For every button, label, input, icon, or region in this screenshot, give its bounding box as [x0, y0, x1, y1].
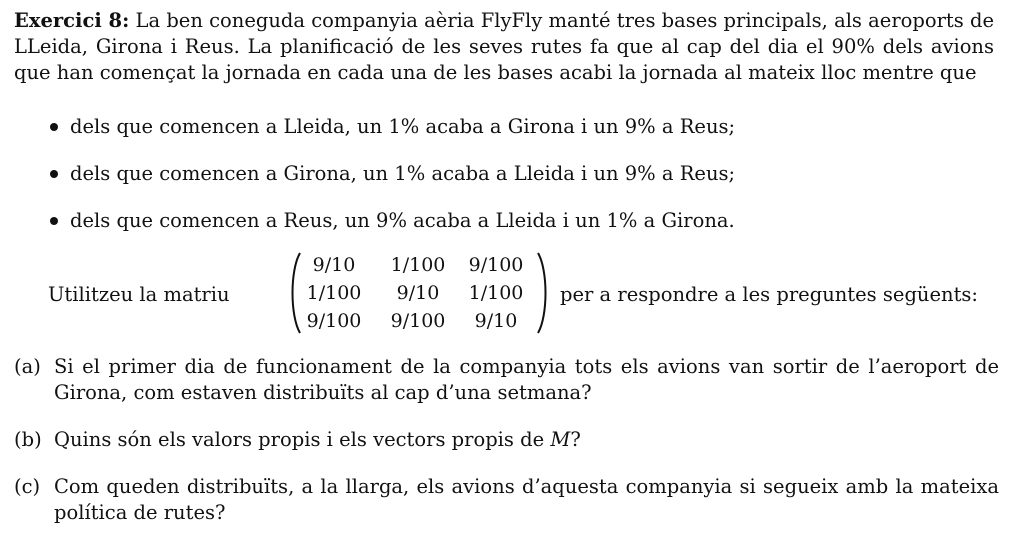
- matrix-lead-text: Utilitzeu la matriu: [48, 283, 230, 306]
- exercise-heading: Exercici 8:: [14, 9, 130, 32]
- matrix-cell-2-1: 1/100: [306, 282, 362, 304]
- question-a: [14, 354, 999, 406]
- bullet-text: dels que comencen a Lleida, un 1% acaba a Girona i un 9% a Reus;: [70, 115, 736, 138]
- question-text: Com queden distribuïts, a la llarga, els avions d’aquesta companyia si segueix amb la mateixa política de rutes?: [54, 475, 999, 524]
- question-text: Quins són els valors propis i els vectors propis de: [54, 428, 551, 451]
- matrix-sentence: [48, 252, 1008, 334]
- question-text: Si el primer dia de funcionament de la companyia tots els avions van sortir de l’aeroport de Girona, com estaven distribuïts al cap d’una setmana?: [54, 355, 999, 404]
- matrix-cell-2-2: 9/10: [396, 282, 440, 304]
- bullet-dot: [50, 217, 58, 225]
- bullet-text: dels que comencen a Reus, un 9% acaba a Lleida i un 1% a Girona.: [70, 209, 735, 232]
- transition-matrix: [288, 252, 550, 334]
- question-text-end: ?: [570, 428, 581, 451]
- exercise-intro-text: La ben coneguda companyia aèria FlyFly manté tres bases principals, als aeroports de LLeida, Girona i Reus. La planificació de les seves rutes fa que al cap del dia el 90% dels avions que han començat la jornada en cada una de les bases acabi la jornada al mateix lloc mentre que: [14, 9, 995, 84]
- exercise-intro: [14, 8, 994, 86]
- matrix-cell-1-3: 9/100: [468, 254, 524, 276]
- question-c: [14, 474, 999, 526]
- question-list: [14, 354, 999, 526]
- question-b: [14, 427, 999, 453]
- bullet-item-lleida: [50, 114, 990, 140]
- bullet-text: dels que comencen a Girona, un 1% acaba a Lleida i un 9% a Reus;: [70, 162, 736, 185]
- bullet-dot: [50, 170, 58, 178]
- bullet-item-girona: [50, 161, 990, 187]
- matrix-cell-3-3: 9/10: [474, 310, 518, 332]
- matrix-cell-3-2: 9/100: [390, 310, 446, 332]
- matrix-cell-3-1: 9/100: [306, 310, 362, 332]
- matrix-cell-2-3: 1/100: [468, 282, 524, 304]
- bullet-dot: [50, 123, 58, 131]
- matrix-symbol: M: [550, 428, 571, 451]
- matrix-cell-1-2: 1/100: [390, 254, 446, 276]
- matrix-cell-1-1: 9/10: [312, 254, 356, 276]
- matrix-tail-text: per a respondre a les preguntes següents:: [560, 283, 978, 306]
- route-bullet-list: [50, 114, 990, 255]
- question-label: (c): [14, 475, 41, 498]
- right-parenthesis: [536, 252, 550, 334]
- question-label: (b): [14, 428, 42, 451]
- bullet-item-reus: [50, 208, 990, 234]
- question-label: (a): [14, 355, 41, 378]
